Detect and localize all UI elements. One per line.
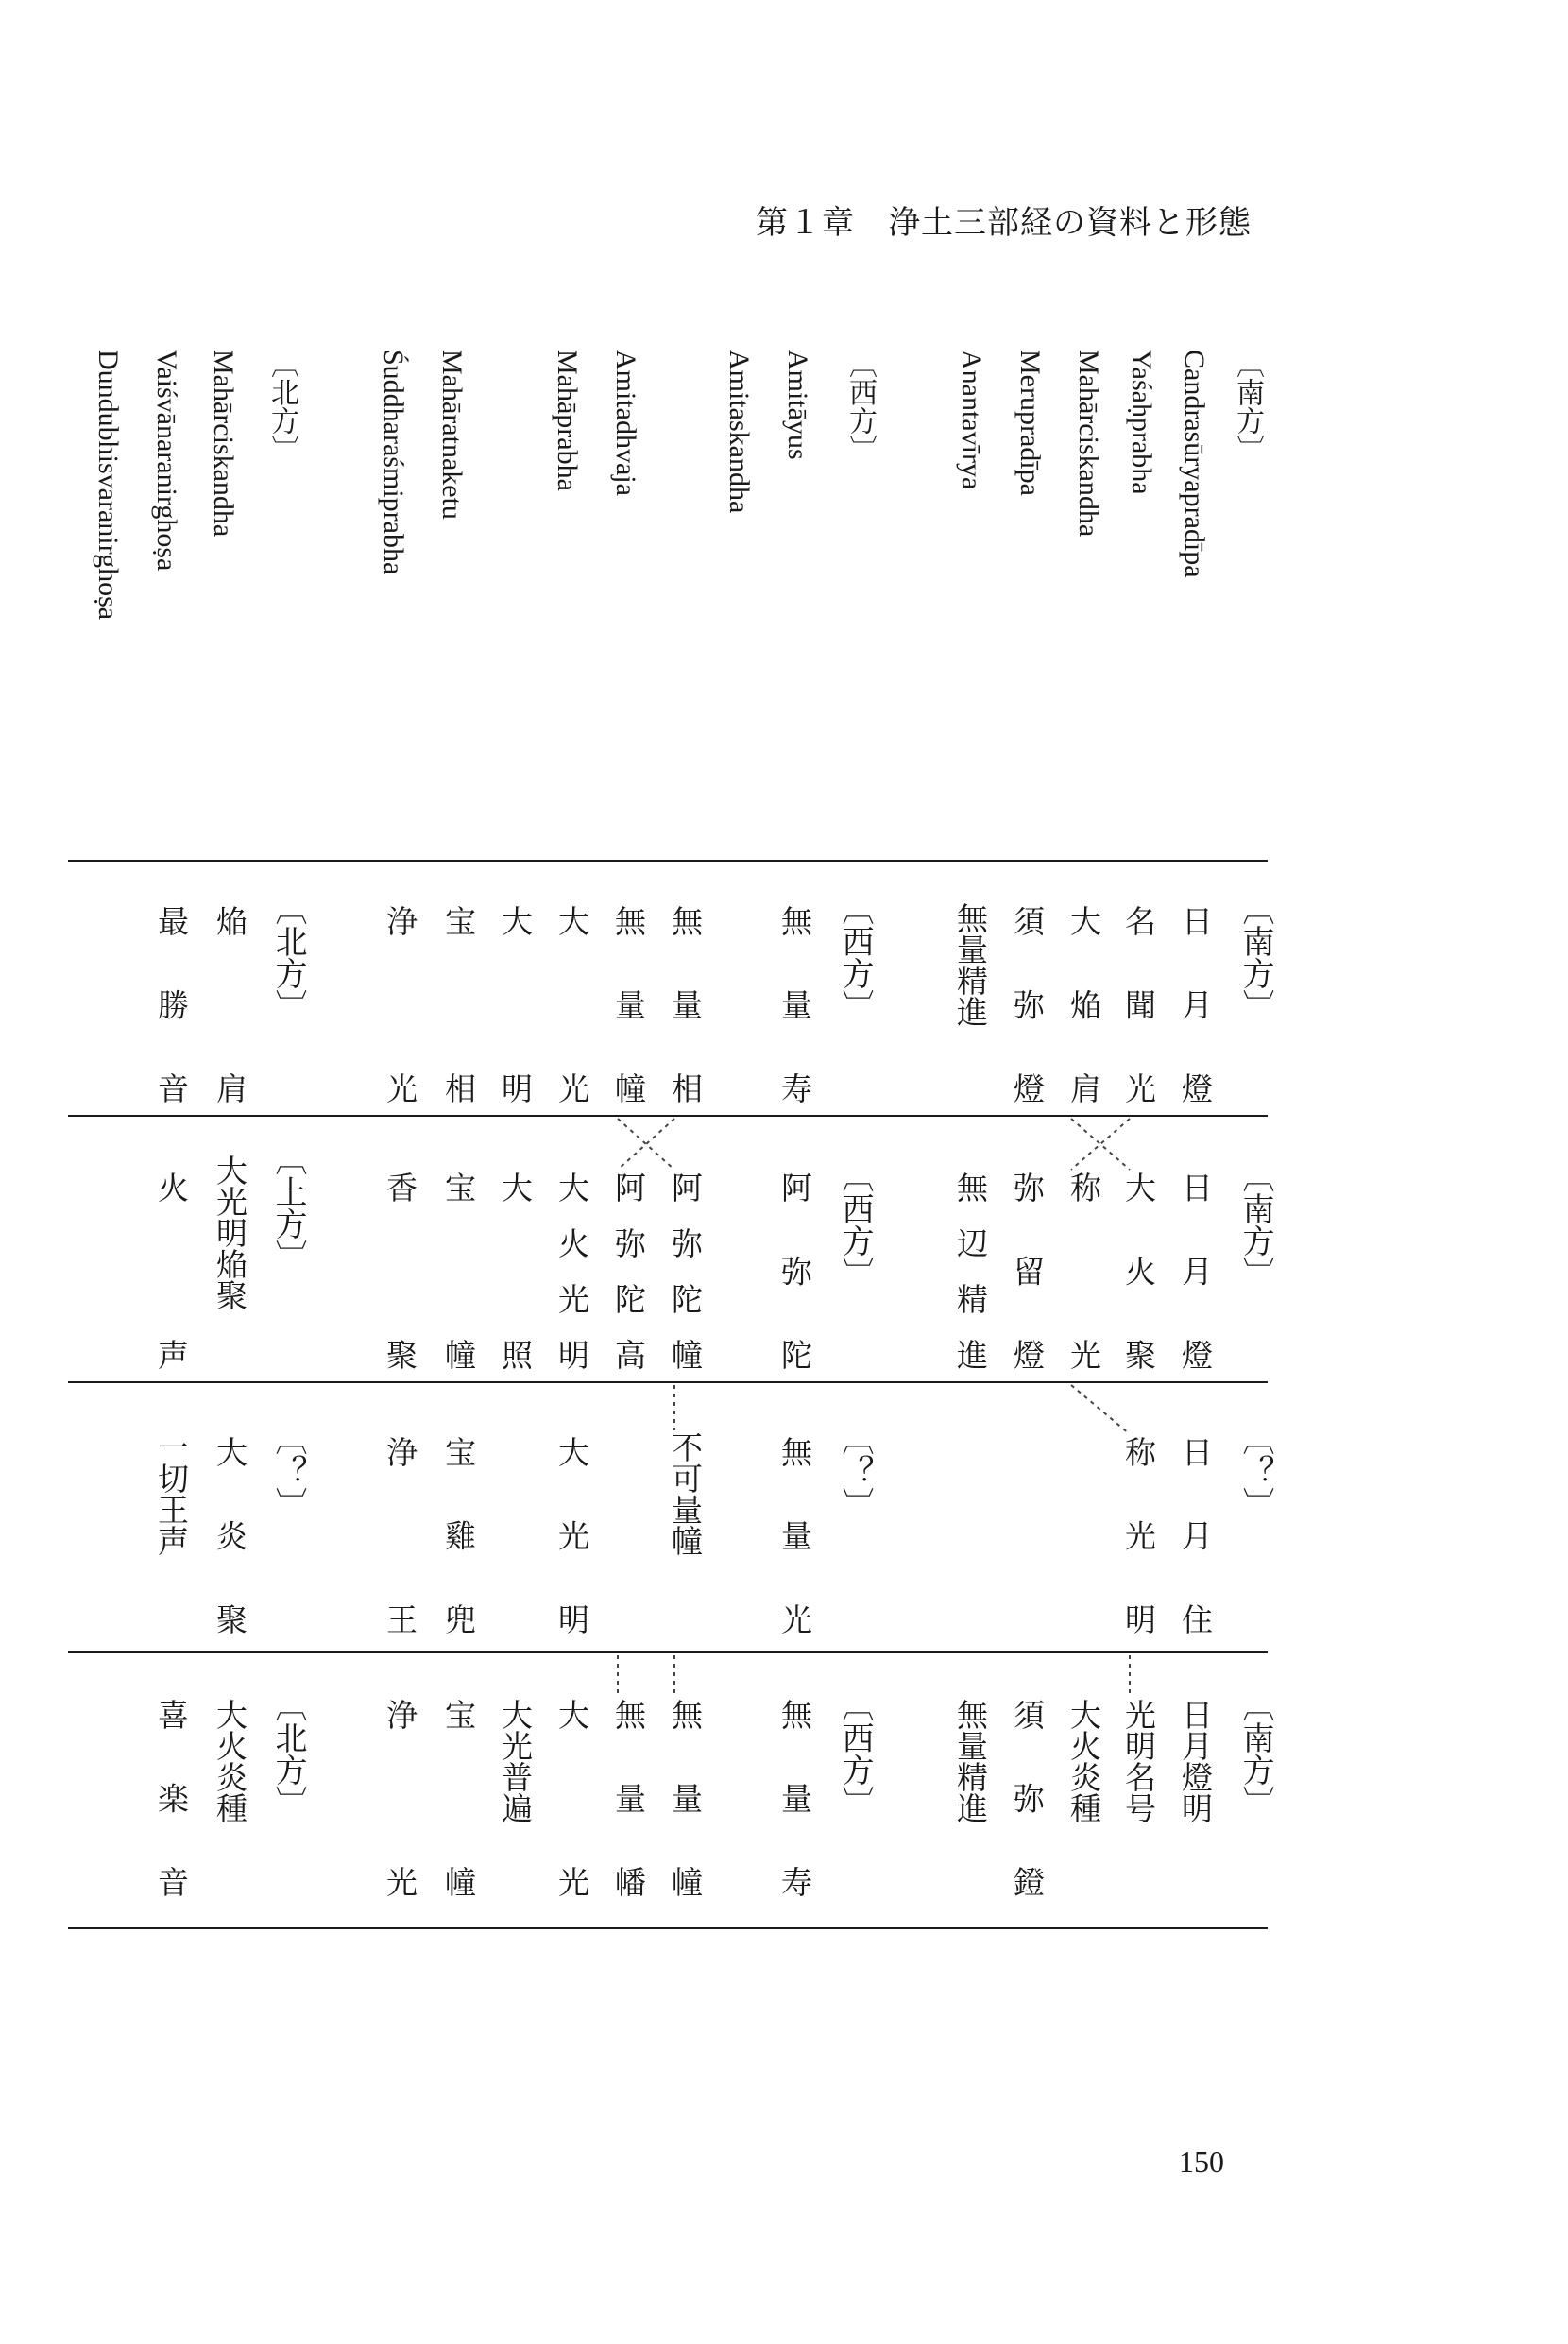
sanskrit-heading-north: 〔北方〕 [266, 350, 298, 463]
buddha-name: 日月燈 [1177, 1172, 1214, 1370]
buddha-name: 浄光 [382, 1699, 418, 1897]
sanskrit-name: Dundubhisvaranirghoṣa [93, 350, 124, 621]
direction-heading: 〔西方〕 [836, 1160, 874, 1289]
direction-heading: 〔北方〕 [269, 893, 307, 1021]
buddha-name: 無量精進 [952, 902, 989, 1027]
sanskrit-name: Amitāyus [782, 350, 813, 460]
buddha-name: 名聞光 [1120, 905, 1157, 1104]
buddha-name: 阿弥陀幢 [667, 1172, 704, 1370]
buddha-name: 大光 [554, 1699, 590, 1897]
buddha-name: 大照 [497, 1172, 534, 1370]
direction-heading: 〔？〕 [1236, 1423, 1274, 1519]
buddha-name: 宝幢 [440, 1699, 477, 1897]
buddha-name: 須弥鐙 [1009, 1699, 1046, 1897]
buddha-name: 日月燈明 [1177, 1699, 1214, 1823]
direction-heading: 〔西方〕 [836, 1689, 874, 1818]
sanskrit-name: Amitadhvaja [610, 350, 641, 496]
buddha-name: 宝幢 [440, 1172, 477, 1370]
buddha-name: 無量精進 [952, 1699, 989, 1823]
sanskrit-name: Śuddharaśmiprabha [378, 350, 409, 575]
sanskrit-name: Mahāratnaketu [436, 350, 468, 520]
buddha-name: 宝雞兜 [440, 1436, 477, 1634]
direction-heading: 〔上方〕 [269, 1143, 307, 1272]
buddha-name: 最勝音 [153, 905, 190, 1104]
sanskrit-name: Vaiśvānaranirghoṣa [151, 350, 182, 572]
sanskrit-name: Mahāprabha [552, 350, 583, 491]
buddha-name: 無量幡 [610, 1699, 647, 1897]
buddha-name: 無量寿 [776, 1699, 813, 1897]
direction-heading: 〔？〕 [269, 1423, 307, 1519]
page-number: 150 [1179, 2145, 1224, 2179]
buddha-name: 阿弥陀 [776, 1172, 813, 1370]
direction-heading: 〔南方〕 [1236, 1160, 1274, 1289]
buddha-name: 大炎聚 [212, 1436, 248, 1634]
buddha-name: 大光 [554, 905, 590, 1104]
buddha-name: 無辺精進 [952, 1172, 989, 1370]
buddha-name: 一切王声 [153, 1431, 190, 1556]
sanskrit-name: Mahārciskandha [1073, 350, 1104, 538]
buddha-name: 無量幢 [667, 1699, 704, 1897]
buddha-name: 称光 [1065, 1172, 1102, 1370]
buddha-name: 大光明焔聚 [212, 1155, 248, 1310]
direction-heading: 〔西方〕 [836, 893, 874, 1021]
buddha-name: 弥留燈 [1009, 1172, 1046, 1370]
sanskrit-name: Yaśaḥprabha [1126, 350, 1157, 495]
buddha-name: 日月住 [1177, 1436, 1214, 1634]
sanskrit-name: Amitaskandha [724, 350, 755, 514]
buddha-name: 阿弥陀高 [610, 1172, 647, 1370]
direction-heading: 〔南方〕 [1236, 1689, 1274, 1818]
buddha-name: 浄光 [382, 905, 418, 1104]
buddha-name: 日月燈 [1177, 905, 1214, 1104]
sanskrit-heading-south: 〔南方〕 [1232, 350, 1263, 463]
buddha-name: 宝相 [440, 905, 477, 1104]
buddha-name: 喜楽音 [153, 1699, 190, 1897]
buddha-name: 大光普遍 [497, 1699, 534, 1823]
buddha-name: 須弥燈 [1009, 905, 1046, 1104]
buddha-name: 大火聚 [1120, 1172, 1157, 1370]
sanskrit-name: Anantavīrya [956, 350, 987, 490]
buddha-name: 大火炎種 [1065, 1699, 1102, 1823]
connector-line [1071, 1385, 1130, 1434]
sanskrit-name: Merupradīpa [1014, 350, 1046, 496]
buddha-name: 火声 [153, 1172, 190, 1370]
buddha-name: 大光明 [554, 1436, 590, 1634]
buddha-name: 香聚 [382, 1172, 418, 1370]
sanskrit-name: Mahārciskandha [208, 350, 239, 538]
buddha-name: 無量光 [776, 1436, 813, 1634]
buddha-name: 焔肩 [212, 905, 248, 1104]
buddha-name: 称光明 [1120, 1436, 1157, 1634]
direction-heading: 〔北方〕 [269, 1689, 307, 1818]
buddha-name: 大火炎種 [212, 1699, 248, 1823]
buddha-name: 無量相 [667, 905, 704, 1104]
buddha-name: 光明名号 [1120, 1699, 1157, 1823]
buddha-name: 不可量幢 [667, 1431, 704, 1556]
buddha-name: 大明 [497, 905, 534, 1104]
buddha-name: 大焔肩 [1065, 905, 1102, 1104]
running-header: 第１章 浄土三部経の資料と形態 [756, 204, 1252, 242]
sanskrit-name: Candrasūryapradīpa [1179, 350, 1210, 578]
buddha-name: 無量寿 [776, 905, 813, 1104]
buddha-name: 大火光明 [554, 1172, 590, 1370]
buddha-name: 浄王 [382, 1436, 418, 1634]
direction-heading: 〔南方〕 [1236, 893, 1274, 1021]
buddha-name: 無量幢 [610, 905, 647, 1104]
direction-heading: 〔？〕 [836, 1423, 874, 1519]
sanskrit-heading-west: 〔西方〕 [844, 350, 876, 463]
